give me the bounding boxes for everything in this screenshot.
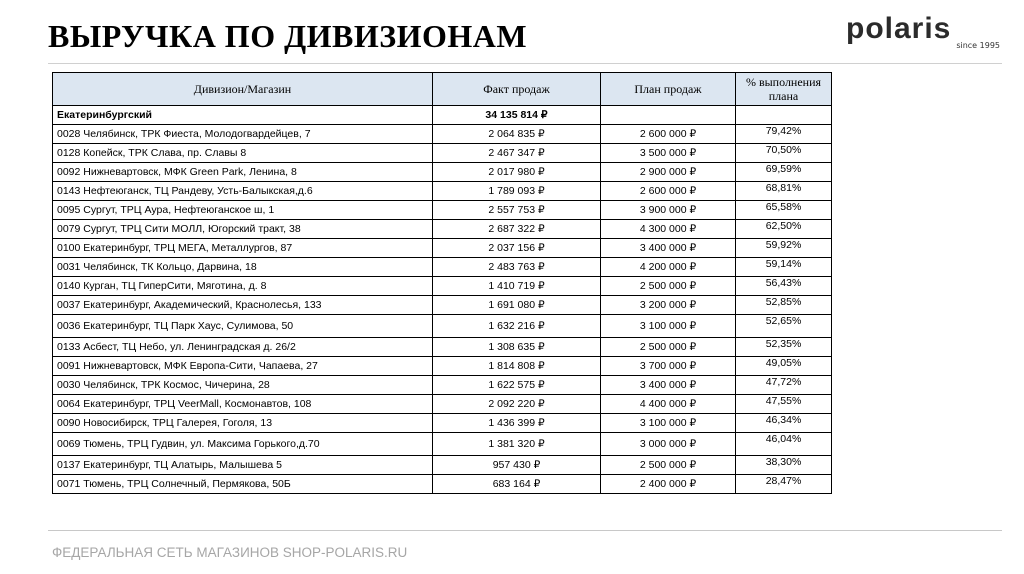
pct-cell: 56,43% bbox=[736, 277, 832, 296]
fact-cell: 1 789 093 ₽ bbox=[433, 182, 601, 201]
fact-cell: 1 381 320 ₽ bbox=[433, 433, 601, 456]
fact-cell: 2 483 763 ₽ bbox=[433, 258, 601, 277]
table-row bbox=[53, 163, 832, 182]
store-cell: 0140 Курган, ТЦ ГиперСити, Мяготина, д. 8 bbox=[53, 277, 433, 296]
plan-cell: 3 400 000 ₽ bbox=[601, 376, 736, 395]
pct-cell: 62,50% bbox=[736, 220, 832, 239]
pct-cell: 52,35% bbox=[736, 338, 832, 357]
table-row bbox=[53, 456, 832, 475]
plan-cell: 3 500 000 ₽ bbox=[601, 144, 736, 163]
plan-cell: 3 100 000 ₽ bbox=[601, 414, 736, 433]
store-cell: 0028 Челябинск, ТРК Фиеста, Молодогвардейцев, 7 bbox=[53, 125, 433, 144]
revenue-table bbox=[52, 72, 832, 494]
fact-cell: 1 691 080 ₽ bbox=[433, 296, 601, 315]
fact-cell: 2 687 322 ₽ bbox=[433, 220, 601, 239]
plan-cell: 3 400 000 ₽ bbox=[601, 239, 736, 258]
fact-cell: 1 814 808 ₽ bbox=[433, 357, 601, 376]
fact-cell: 683 164 ₽ bbox=[433, 475, 601, 494]
plan-cell: 4 300 000 ₽ bbox=[601, 220, 736, 239]
plan-cell: 2 500 000 ₽ bbox=[601, 338, 736, 357]
fact-cell: 1 436 399 ₽ bbox=[433, 414, 601, 433]
pct-cell: 46,34% bbox=[736, 414, 832, 433]
pct-cell: 52,65% bbox=[736, 315, 832, 338]
plan-cell: 4 400 000 ₽ bbox=[601, 395, 736, 414]
fact-cell: 957 430 ₽ bbox=[433, 456, 601, 475]
pct-cell: 69,59% bbox=[736, 163, 832, 182]
pct-cell: 52,85% bbox=[736, 296, 832, 315]
table-row bbox=[53, 315, 832, 338]
plan-cell: 3 900 000 ₽ bbox=[601, 201, 736, 220]
store-cell: 0037 Екатеринбург, Академический, Краснолесья, 133 bbox=[53, 296, 433, 315]
logo-since: since 1995 bbox=[956, 41, 1000, 50]
fact-cell: 1 622 575 ₽ bbox=[433, 376, 601, 395]
division-row bbox=[53, 106, 832, 125]
table-row bbox=[53, 296, 832, 315]
store-cell: 0069 Тюмень, ТРЦ Гудвин, ул. Максима Горького,д.70 bbox=[53, 433, 433, 456]
division-fact: 34 135 814 ₽ bbox=[433, 106, 601, 125]
pct-cell: 49,05% bbox=[736, 357, 832, 376]
pct-cell: 65,58% bbox=[736, 201, 832, 220]
store-cell: 0064 Екатеринбург, ТРЦ VeerMall, Космонавтов, 108 bbox=[53, 395, 433, 414]
division-pct bbox=[736, 106, 832, 125]
header-fact: Факт продаж bbox=[433, 73, 601, 106]
table-row bbox=[53, 433, 832, 456]
plan-cell: 4 200 000 ₽ bbox=[601, 258, 736, 277]
plan-cell: 2 500 000 ₽ bbox=[601, 277, 736, 296]
footer-divider bbox=[48, 530, 1002, 531]
table-row bbox=[53, 201, 832, 220]
store-cell: 0137 Екатеринбург, ТЦ Алатырь, Малышева 5 bbox=[53, 456, 433, 475]
pct-cell: 46,04% bbox=[736, 433, 832, 456]
plan-cell: 2 600 000 ₽ bbox=[601, 125, 736, 144]
store-cell: 0031 Челябинск, ТК Кольцо, Дарвина, 18 bbox=[53, 258, 433, 277]
pct-cell: 47,55% bbox=[736, 395, 832, 414]
store-cell: 0143 Нефтеюганск, ТЦ Рандеву, Усть-Балыкская,д.6 bbox=[53, 182, 433, 201]
store-cell: 0091 Нижневартовск, МФК Европа-Сити, Чапаева, 27 bbox=[53, 357, 433, 376]
fact-cell: 2 467 347 ₽ bbox=[433, 144, 601, 163]
pct-cell: 70,50% bbox=[736, 144, 832, 163]
polaris-logo bbox=[846, 14, 1002, 54]
table-row bbox=[53, 414, 832, 433]
store-cell: 0128 Копейск, ТРК Слава, пр. Славы 8 bbox=[53, 144, 433, 163]
store-cell: 0095 Сургут, ТРЦ Аура, Нефтеюганское ш, 1 bbox=[53, 201, 433, 220]
pct-cell: 59,14% bbox=[736, 258, 832, 277]
table-row bbox=[53, 277, 832, 296]
logo-wordmark: polaris bbox=[846, 12, 952, 45]
pct-cell: 59,92% bbox=[736, 239, 832, 258]
footer-text: ФЕДЕРАЛЬНАЯ СЕТЬ МАГАЗИНОВ SHOP-POLARIS.RU bbox=[52, 545, 408, 560]
table-row bbox=[53, 475, 832, 494]
plan-cell: 2 400 000 ₽ bbox=[601, 475, 736, 494]
fact-cell: 2 557 753 ₽ bbox=[433, 201, 601, 220]
fact-cell: 2 064 835 ₽ bbox=[433, 125, 601, 144]
table-row bbox=[53, 338, 832, 357]
store-cell: 0090 Новосибирск, ТРЦ Галерея, Гоголя, 13 bbox=[53, 414, 433, 433]
header-store: Дивизион/Магазин bbox=[53, 73, 433, 106]
table-header-row bbox=[53, 73, 832, 106]
table-row bbox=[53, 125, 832, 144]
page-title: ВЫРУЧКА ПО ДИВИЗИОНАМ bbox=[48, 18, 528, 54]
store-cell: 0071 Тюмень, ТРЦ Солнечный, Пермякова, 50Б bbox=[53, 475, 433, 494]
table-row bbox=[53, 376, 832, 395]
pct-cell: 28,47% bbox=[736, 475, 832, 494]
plan-cell: 2 500 000 ₽ bbox=[601, 456, 736, 475]
header-pct: % выполнения плана bbox=[736, 73, 832, 106]
table-row bbox=[53, 182, 832, 201]
table-row bbox=[53, 395, 832, 414]
plan-cell: 3 100 000 ₽ bbox=[601, 315, 736, 338]
table-row bbox=[53, 239, 832, 258]
store-cell: 0133 Асбест, ТЦ Небо, ул. Ленинградская д. 26/2 bbox=[53, 338, 433, 357]
pct-cell: 79,42% bbox=[736, 125, 832, 144]
fact-cell: 1 308 635 ₽ bbox=[433, 338, 601, 357]
fact-cell: 2 017 980 ₽ bbox=[433, 163, 601, 182]
pct-cell: 68,81% bbox=[736, 182, 832, 201]
table-row bbox=[53, 144, 832, 163]
fact-cell: 2 092 220 ₽ bbox=[433, 395, 601, 414]
store-cell: 0036 Екатеринбург, ТЦ Парк Хаус, Сулимова, 50 bbox=[53, 315, 433, 338]
plan-cell: 2 600 000 ₽ bbox=[601, 182, 736, 201]
division-name: Екатеринбургский bbox=[53, 106, 433, 125]
fact-cell: 1 632 216 ₽ bbox=[433, 315, 601, 338]
table-row bbox=[53, 220, 832, 239]
pct-cell: 38,30% bbox=[736, 456, 832, 475]
pct-cell: 47,72% bbox=[736, 376, 832, 395]
plan-cell: 2 900 000 ₽ bbox=[601, 163, 736, 182]
store-cell: 0079 Сургут, ТРЦ Сити МОЛЛ, Югорский тракт, 38 bbox=[53, 220, 433, 239]
plan-cell: 3 000 000 ₽ bbox=[601, 433, 736, 456]
division-plan bbox=[601, 106, 736, 125]
fact-cell: 2 037 156 ₽ bbox=[433, 239, 601, 258]
plan-cell: 3 700 000 ₽ bbox=[601, 357, 736, 376]
plan-cell: 3 200 000 ₽ bbox=[601, 296, 736, 315]
table-row bbox=[53, 357, 832, 376]
store-cell: 0030 Челябинск, ТРК Космос, Чичерина, 28 bbox=[53, 376, 433, 395]
store-cell: 0092 Нижневартовск, МФК Green Park, Ленина, 8 bbox=[53, 163, 433, 182]
table-row bbox=[53, 258, 832, 277]
header-divider bbox=[48, 63, 1002, 64]
store-cell: 0100 Екатеринбург, ТРЦ МЕГА, Металлургов, 87 bbox=[53, 239, 433, 258]
fact-cell: 1 410 719 ₽ bbox=[433, 277, 601, 296]
header-plan: План продаж bbox=[601, 73, 736, 106]
